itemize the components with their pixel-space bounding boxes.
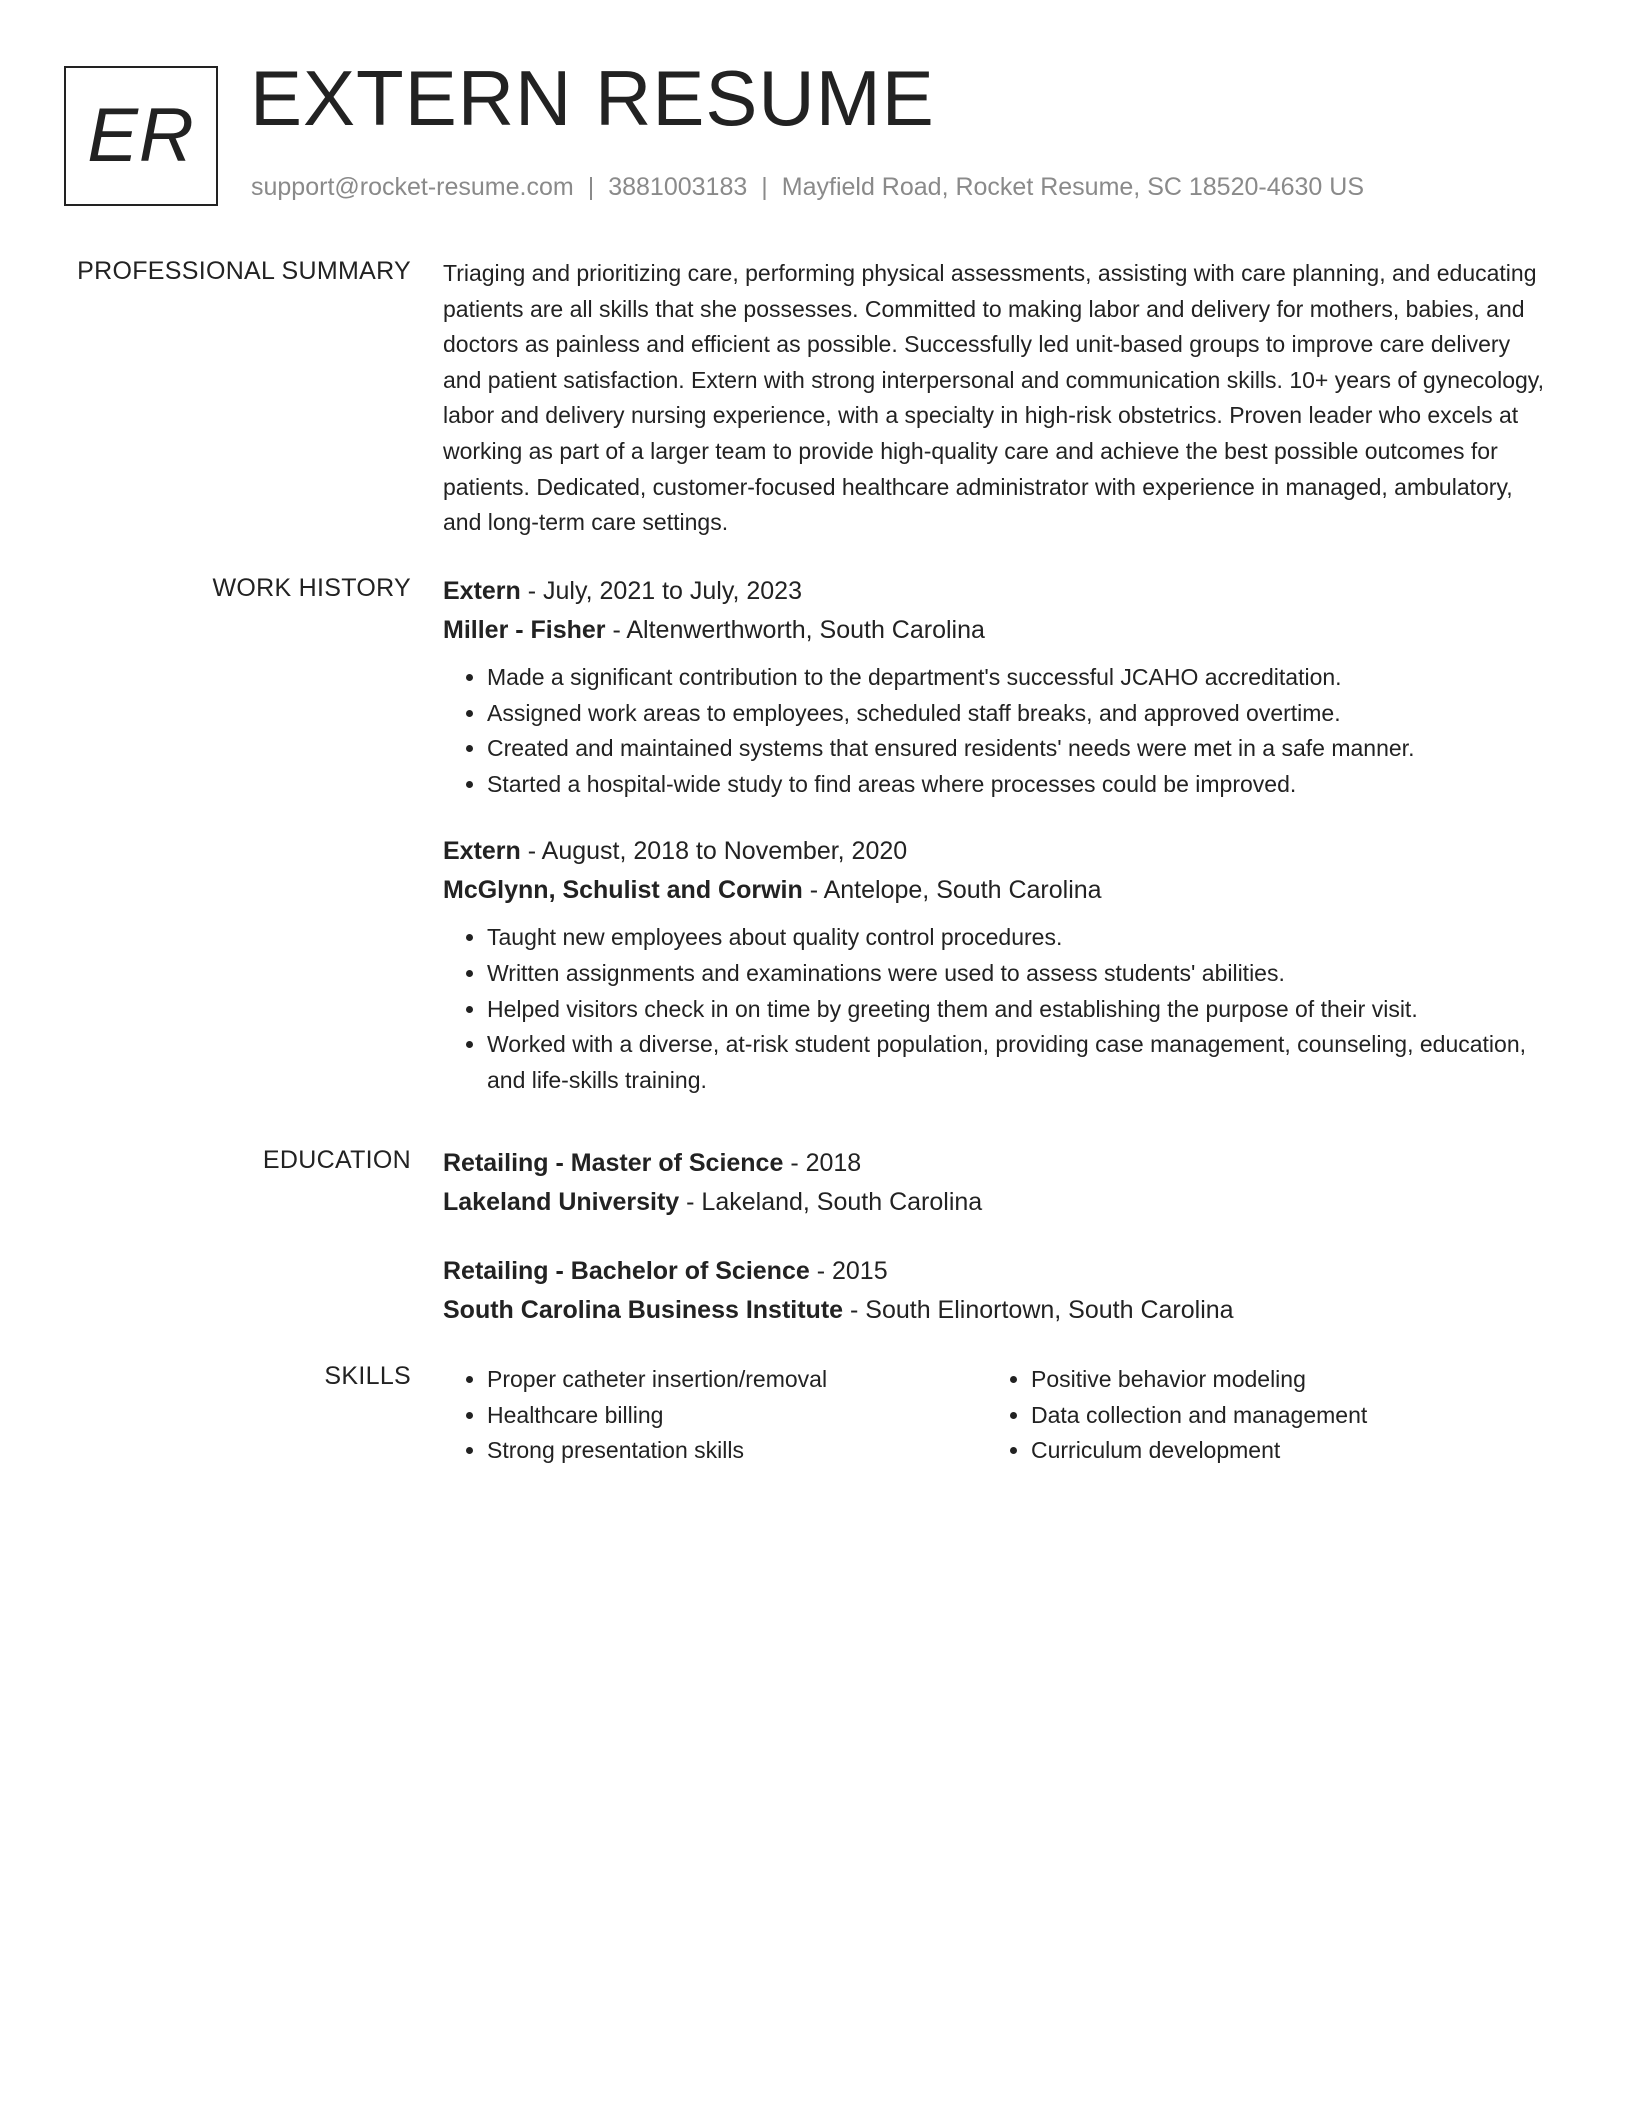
work-body — [443, 572, 1553, 1098]
job-bullets — [443, 660, 1553, 802]
degree-name: Retailing - Bachelor of Science — [443, 1257, 810, 1285]
job-bullet: • Started a hospital-wide study to find areas where processes could be improved. — [487, 767, 1553, 803]
job-bullet: • Created and maintained systems that ensured residents' needs were met in a safe manner. — [487, 731, 1553, 767]
section-label-work: WORK HISTORY — [212, 574, 411, 602]
job-entry — [443, 572, 1553, 802]
monogram-box — [64, 66, 218, 206]
skills-list-left — [443, 1362, 987, 1469]
degree-line — [443, 1252, 1553, 1291]
job-title-line — [443, 832, 1553, 871]
skill-item: • Curriculum development — [1031, 1433, 1531, 1469]
contact-phone: 3881003183 — [608, 173, 748, 201]
job-title-line — [443, 572, 1553, 611]
skills-body — [443, 1362, 1553, 1469]
job-title: Extern — [443, 837, 521, 866]
job-bullet: • Worked with a diverse, at-risk student population, providing case management, counseling, education, and life-skills training. — [487, 1027, 1553, 1098]
school-name: Lakeland University — [443, 1188, 680, 1216]
job-bullet: • Helped visitors check in on time by greeting them and establishing the purpose of their visit. — [487, 992, 1553, 1028]
contact-address: Mayfield Road, Rocket Resume, SC 18520-4630 US — [781, 173, 1365, 201]
education-entry — [443, 1252, 1553, 1330]
job-company: McGlynn, Schulist and Corwin — [443, 876, 803, 905]
skill-item: • Positive behavior modeling — [1031, 1362, 1531, 1398]
job-company-line — [443, 611, 1553, 650]
education-body — [443, 1144, 1553, 1330]
section-label-summary: PROFESSIONAL SUMMARY — [77, 257, 411, 285]
job-company-line — [443, 871, 1553, 910]
school-name: South Carolina Business Institute — [443, 1296, 844, 1324]
job-bullets — [443, 920, 1553, 1098]
job-company: Miller - Fisher — [443, 616, 606, 644]
resume-title: EXTERN RESUME — [250, 54, 935, 142]
skill-item: • Healthcare billing — [487, 1398, 987, 1434]
job-entry — [443, 832, 1553, 1098]
job-dates: - August, 2018 to November, 2020 — [520, 837, 908, 866]
job-bullet: • Assigned work areas to employees, scheduled staff breaks, and approved overtime. — [487, 696, 1553, 732]
skill-item: • Data collection and management — [1031, 1398, 1531, 1434]
skills-list-right — [987, 1362, 1531, 1469]
skills-grid — [443, 1362, 1553, 1469]
degree-line — [443, 1144, 1553, 1183]
job-dates: - July, 2021 to July, 2023 — [520, 577, 802, 605]
job-bullet: • Taught new employees about quality control procedures. — [487, 920, 1553, 956]
job-title: Extern — [443, 577, 521, 605]
degree-year: - 2018 — [783, 1149, 862, 1177]
contact-email: support@rocket-resume.com — [251, 173, 574, 201]
degree-name: Retailing - Master of Science — [443, 1149, 784, 1177]
summary-body — [443, 256, 1553, 541]
monogram-initials: ER — [87, 93, 195, 178]
skill-item: • Proper catheter insertion/removal — [487, 1362, 987, 1398]
skill-item: • Strong presentation skills — [487, 1433, 987, 1469]
degree-year: - 2015 — [809, 1257, 888, 1285]
section-label-skills: SKILLS — [324, 1362, 411, 1390]
school-line — [443, 1291, 1553, 1330]
job-bullet: • Written assignments and examinations were used to assess students' abilities. — [487, 956, 1553, 992]
school-line — [443, 1183, 1553, 1222]
job-bullet: • Made a significant contribution to the department's successful JCAHO accreditation. — [487, 660, 1553, 696]
summary-text: Triaging and prioritizing care, performing physical assessments, assisting with care planning, and educating patients are all skills that she possesses. Committed to making labor and delivery for mothers, babies, and doctors as painless and efficient as possible. Successfully led unit-based groups to improve care delivery and patient satisfaction. Extern with strong interpersonal and communication skills. 10+ years of gynecology, labor and delivery nursing experience, with a specialty in high-risk obstetrics. Proven leader who excels at working as part of a larger team to provide high-quality care and achieve the best possible outcomes for patients. Dedicated, customer-focused healthcare administrator with experience in managed, ambulatory, and long-term care settings. — [443, 260, 1544, 536]
job-location: - Antelope, South Carolina — [802, 876, 1102, 905]
education-entry — [443, 1144, 1553, 1222]
section-label-education: EDUCATION — [262, 1146, 411, 1174]
job-location: - Altenwerthworth, South Carolina — [605, 616, 985, 644]
contact-separator: | — [761, 173, 768, 201]
contact-separator: | — [587, 173, 595, 201]
school-location: - Lakeland, South Carolina — [679, 1188, 983, 1216]
contact-line — [251, 173, 1364, 202]
school-location: - South Elinortown, South Carolina — [843, 1296, 1234, 1324]
